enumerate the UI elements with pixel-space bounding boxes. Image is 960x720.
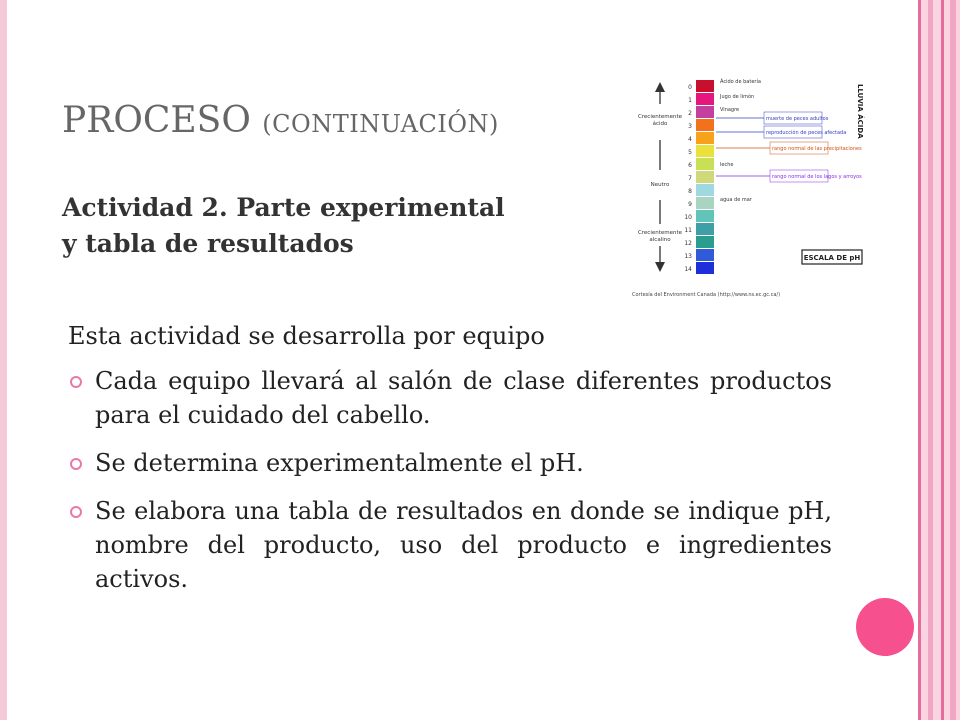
ph-number-label: 12	[684, 240, 692, 247]
ph-number-label: 7	[688, 175, 692, 182]
scale-title-label: ESCALA DE pH	[803, 254, 861, 262]
ph-color-block	[696, 236, 714, 248]
ph-number-label: 0	[688, 84, 692, 91]
ph-right-label: muerte de peces adultos	[766, 116, 829, 122]
right-band-stripe	[941, 0, 944, 720]
ph-color-block	[696, 145, 714, 157]
right-band-stripe	[928, 0, 933, 720]
ph-color-block	[696, 119, 714, 131]
title-sub: (CONTINUACIÓN)	[262, 110, 499, 138]
figure-credit-text: Cortesía del Environment Canada (http://www.ns.ec.gc.ca/)	[632, 292, 781, 298]
activity-heading-line2: y tabla de resultados	[62, 229, 354, 258]
acid-arrow-icon	[655, 82, 665, 92]
ph-number-label: 3	[688, 123, 692, 130]
ph-color-block	[696, 171, 714, 183]
ph-side-label: Neutro	[650, 182, 670, 188]
ph-color-block	[696, 158, 714, 170]
ph-color-block	[696, 80, 714, 92]
ph-right-label: Jugo de limón	[720, 94, 755, 100]
bullet-circle-icon	[70, 458, 82, 470]
activity-heading	[62, 190, 505, 262]
bullet-item	[68, 494, 832, 596]
ph-number-label: 9	[688, 201, 692, 208]
ph-number-label: 1	[688, 97, 692, 104]
ph-number-label: 5	[688, 149, 692, 156]
activity-heading-line1: Actividad 2. Parte experimental	[62, 193, 505, 222]
intro-text: Esta actividad se desarrolla por equipo	[68, 322, 545, 350]
ph-color-block	[696, 249, 714, 261]
ph-color-block	[696, 197, 714, 209]
bullet-list	[68, 364, 832, 610]
right-band-stripe	[950, 0, 956, 720]
slide-title	[62, 100, 499, 141]
ph-number-label: 13	[684, 253, 692, 260]
ph-scale-figure	[626, 74, 892, 306]
ph-number-label: 14	[684, 266, 692, 273]
ph-right-label: Vinagre	[720, 107, 740, 113]
ph-right-label: rango normal de las precipitaciones	[772, 146, 862, 152]
bullet-circle-icon	[70, 506, 82, 518]
ph-color-block	[696, 132, 714, 144]
ph-number-label: 6	[688, 162, 692, 169]
title-main: PROCESO	[62, 100, 251, 141]
acid-rain-vertical-label: LLUVIA ÁCIDA	[856, 84, 864, 139]
ph-number-label: 11	[684, 227, 692, 234]
ph-color-block	[696, 184, 714, 196]
ph-number-label: 4	[688, 136, 692, 143]
bullet-item	[68, 446, 832, 480]
ph-right-label: Ácido de batería	[720, 79, 761, 85]
ph-right-label: reproducción de peces afectada	[766, 130, 847, 136]
ph-right-label: agua de mar	[720, 197, 752, 203]
bullet-text: Se determina experimentalmente el pH.	[95, 449, 584, 477]
ph-right-label: leche	[720, 162, 734, 168]
ph-color-block	[696, 210, 714, 222]
ph-scale-diagram	[626, 74, 892, 306]
bullet-text: Se elabora una tabla de resultados en donde se indique pH, nombre del producto, uso del producto e ingredientes activos.	[95, 497, 832, 593]
ph-color-block	[696, 106, 714, 118]
ph-side-label: Crecientemente ácido	[637, 114, 683, 127]
left-border-decoration	[0, 0, 7, 720]
ph-side-label: Crecientemente alcalino	[637, 230, 683, 243]
ph-right-label: rango normal de los lagos y arroyos	[772, 174, 862, 180]
bullet-item	[68, 364, 832, 432]
ph-number-label: 2	[688, 110, 692, 117]
right-band-stripe	[918, 0, 921, 720]
accent-circle-decoration	[856, 598, 914, 656]
ph-number-label: 10	[684, 214, 692, 221]
bullet-circle-icon	[70, 376, 82, 388]
ph-color-block	[696, 93, 714, 105]
bullet-text: Cada equipo llevará al salón de clase diferentes productos para el cuidado del cabello.	[95, 367, 832, 429]
alkaline-arrow-icon	[655, 262, 665, 272]
ph-number-label: 8	[688, 188, 692, 195]
ph-color-block	[696, 223, 714, 235]
ph-color-block	[696, 262, 714, 274]
